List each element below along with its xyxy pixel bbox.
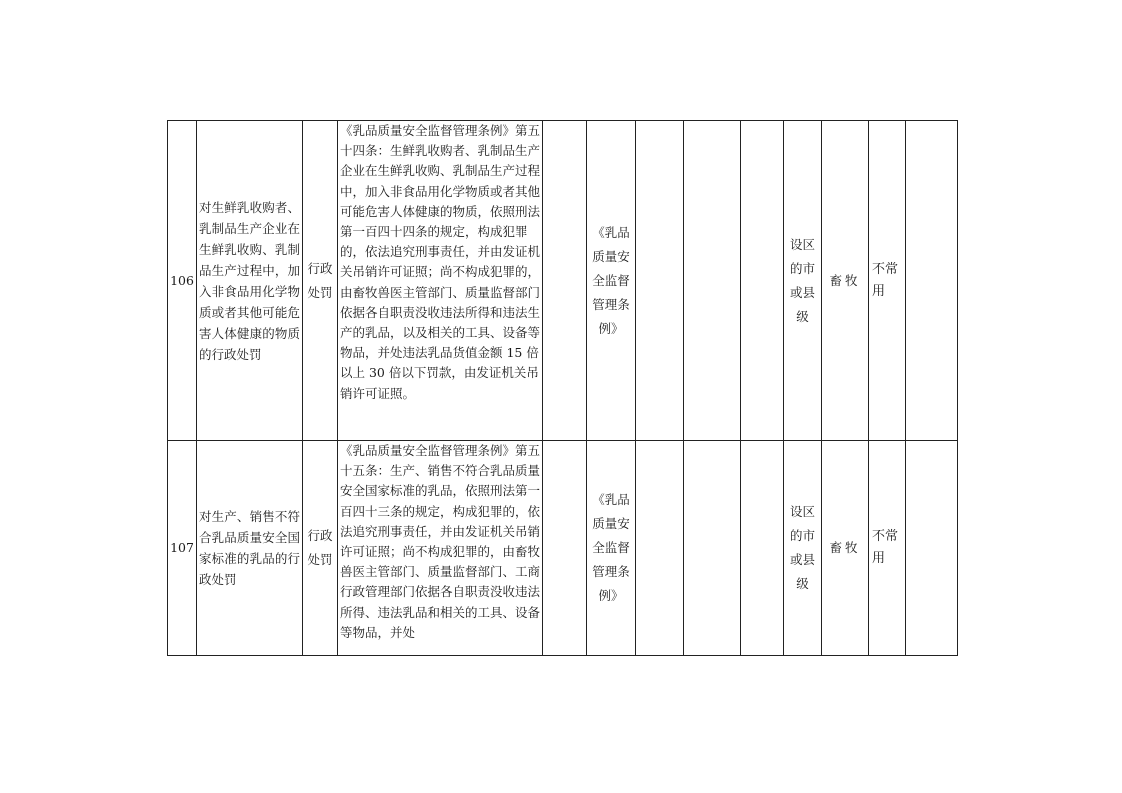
empty-cell xyxy=(543,121,587,441)
table-row xyxy=(168,441,958,656)
legal-basis: 《乳品质量安全监督管理条例》第五十五条：生产、销售不符合乳品质量安全国家标准的乳品，依照刑法第一百四十三条的规定，构成犯罪的，依法追究刑事责任，并由发证机关吊销许可证照；尚不构成犯罪的，由畜牧兽医主管部门、质量监督部门、工商行政管理部门依据各自职责没收违法所得、违法乳品和相关的工具、设备等物品，并处 xyxy=(338,441,543,656)
power-type: 行政 处罚 xyxy=(303,441,338,656)
department: 畜牧 xyxy=(822,121,869,441)
legal-basis: 《乳品质量安全监督管理条例》第五十四条：生鲜乳收购者、乳制品生产企业在生鲜乳收购、乳制品生产过程中，加入非食品用化学物质或者其他可能危害人体健康的物质，依照刑法第一百四十四条的规定，构成犯罪的，依法追究刑事责任，并由发证机关吊销许可证照；尚不构成犯罪的，由畜牧兽医主管部门、质量监督部门依据各自职责没收违法所得和违法生产的乳品，以及相关的工具、设备等物品，并处违法乳品货值金额 15 倍以上 30 倍以下罚款，由发证机关吊销许可证照。 xyxy=(338,121,543,441)
row-number: 107 xyxy=(168,441,197,656)
empty-cell xyxy=(636,441,684,656)
usage-frequency: 不常 用 xyxy=(869,441,906,656)
row-number: 106 xyxy=(168,121,197,441)
law-name: 《乳品 质量安 全监督 管理条 例》 xyxy=(587,441,636,656)
item-name: 对生鲜乳收购者、乳制品生产企业在生鲜乳收购、乳制品生产过程中，加入非食品用化学物质或者其他可能危害人体健康的物质的行政处罚 xyxy=(197,121,303,441)
empty-cell xyxy=(906,121,958,441)
empty-cell xyxy=(741,121,784,441)
regulation-table xyxy=(167,120,958,656)
department: 畜牧 xyxy=(822,441,869,656)
empty-cell xyxy=(684,121,741,441)
table-row xyxy=(168,121,958,441)
empty-cell xyxy=(906,441,958,656)
usage-frequency: 不常 用 xyxy=(869,121,906,441)
law-name: 《乳品 质量安 全监督 管理条 例》 xyxy=(587,121,636,441)
empty-cell xyxy=(741,441,784,656)
empty-cell xyxy=(543,441,587,656)
item-name: 对生产、销售不符合乳品质量安全国家标准的乳品的行政处罚 xyxy=(197,441,303,656)
empty-cell xyxy=(684,441,741,656)
empty-cell xyxy=(636,121,684,441)
admin-level: 设区 的市 或县 级 xyxy=(784,121,822,441)
admin-level: 设区 的市 或县 级 xyxy=(784,441,822,656)
power-type: 行政 处罚 xyxy=(303,121,338,441)
